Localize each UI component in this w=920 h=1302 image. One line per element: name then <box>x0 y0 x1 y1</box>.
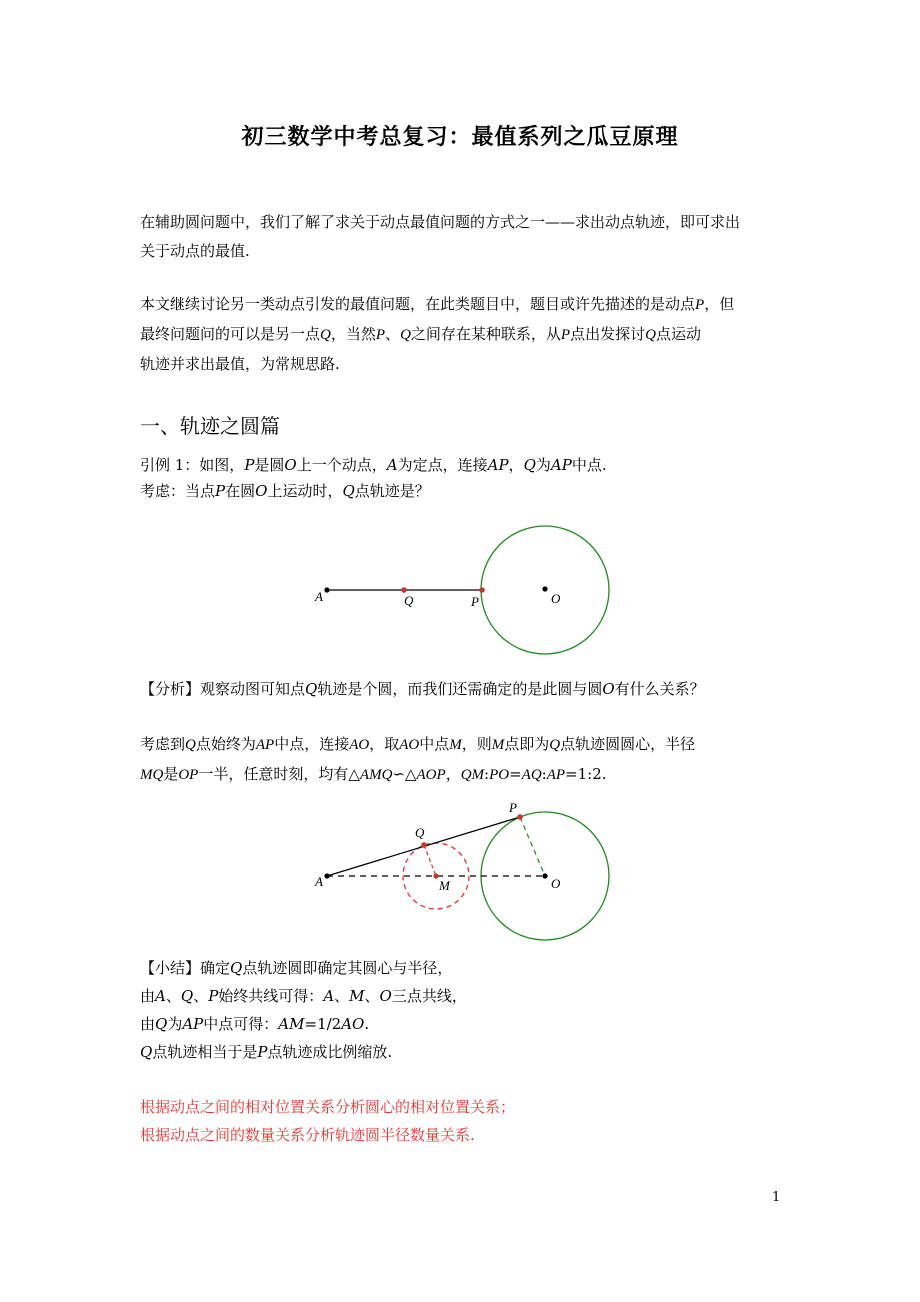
label-o: O <box>551 591 561 606</box>
label-o: O <box>551 876 561 891</box>
segment-op <box>520 817 545 876</box>
point-q <box>421 842 427 848</box>
label-q: Q <box>415 825 425 840</box>
summary-line-1: 【小结】确定Q点轨迹圆即确定其圆心与半径， <box>140 959 453 977</box>
point-p <box>517 814 523 820</box>
point-o <box>542 586 547 591</box>
label-p: P <box>471 594 479 609</box>
conclusion-line-2: 根据动点之间的数量关系分析轨迹圆半径数量关系. <box>140 1126 475 1144</box>
summary-line-4: Q点轨迹相当于是P点轨迹成比例缩放. <box>140 1043 393 1061</box>
point-q <box>401 587 407 593</box>
figure-2 <box>0 800 920 940</box>
intro-paragraph-1: 在辅助圆问题中，我们了解了求关于动点最值问题的方式之一——求出动点轨迹，即可求出 关于动点的最值. <box>140 213 741 260</box>
point-o <box>542 873 547 878</box>
intro-paragraph-2: 本文继续讨论另一类动点引发的最值问题，在此类题目中，题目或许先描述的是动点P，但 最终问题问的可以是另一点Q，当然P、Q之间存在某种联系，从P点出发探讨Q点运动 轨迹并求出最值，为常规思路. <box>140 295 735 373</box>
consider-text: 考虑：当点P在圆O上运动时，Q点轨迹是？ <box>140 482 430 500</box>
section-heading: 一、轨迹之圆篇 <box>140 414 280 438</box>
label-q: Q <box>404 593 414 608</box>
point-p <box>479 587 485 593</box>
label-m: M <box>439 878 450 893</box>
segment-mq <box>424 845 436 876</box>
summary-line-3: 由Q为AP中点可得：AM=1/2AO. <box>140 1015 370 1033</box>
page-title: 初三数学中考总复习：最值系列之瓜豆原理 <box>241 124 679 150</box>
conclusion-line-1: 根据动点之间的相对位置关系分析圆心的相对位置关系； <box>140 1098 516 1116</box>
figure-1 <box>0 520 920 650</box>
label-a: A <box>315 874 323 889</box>
summary-line-2: 由A、Q、P始终共线可得：A、M、O三点共线， <box>140 987 467 1005</box>
analysis-text: 【分析】观察动图可知点Q轨迹是个圆，而我们还需确定的是此圆与圆O有什么关系？ <box>140 680 705 698</box>
point-m <box>433 873 438 878</box>
point-a <box>324 587 329 592</box>
page-number: 1 <box>772 1190 781 1205</box>
example-text: 引例 1：如图，P是圆O上一个动点，A为定点，连接AP，Q为AP中点. <box>140 456 607 474</box>
label-p: P <box>509 800 517 815</box>
reason-paragraph: 考虑到Q点始终为AP中点，连接AO，取AO中点M，则M点即为Q点轨迹圆圆心，半径 MQ是OP一半，任意时刻，均有△AMQ∽△AOP，QM:PO=AQ:AP=1:2. <box>140 735 696 783</box>
point-a <box>324 873 329 878</box>
label-a: A <box>315 589 323 604</box>
